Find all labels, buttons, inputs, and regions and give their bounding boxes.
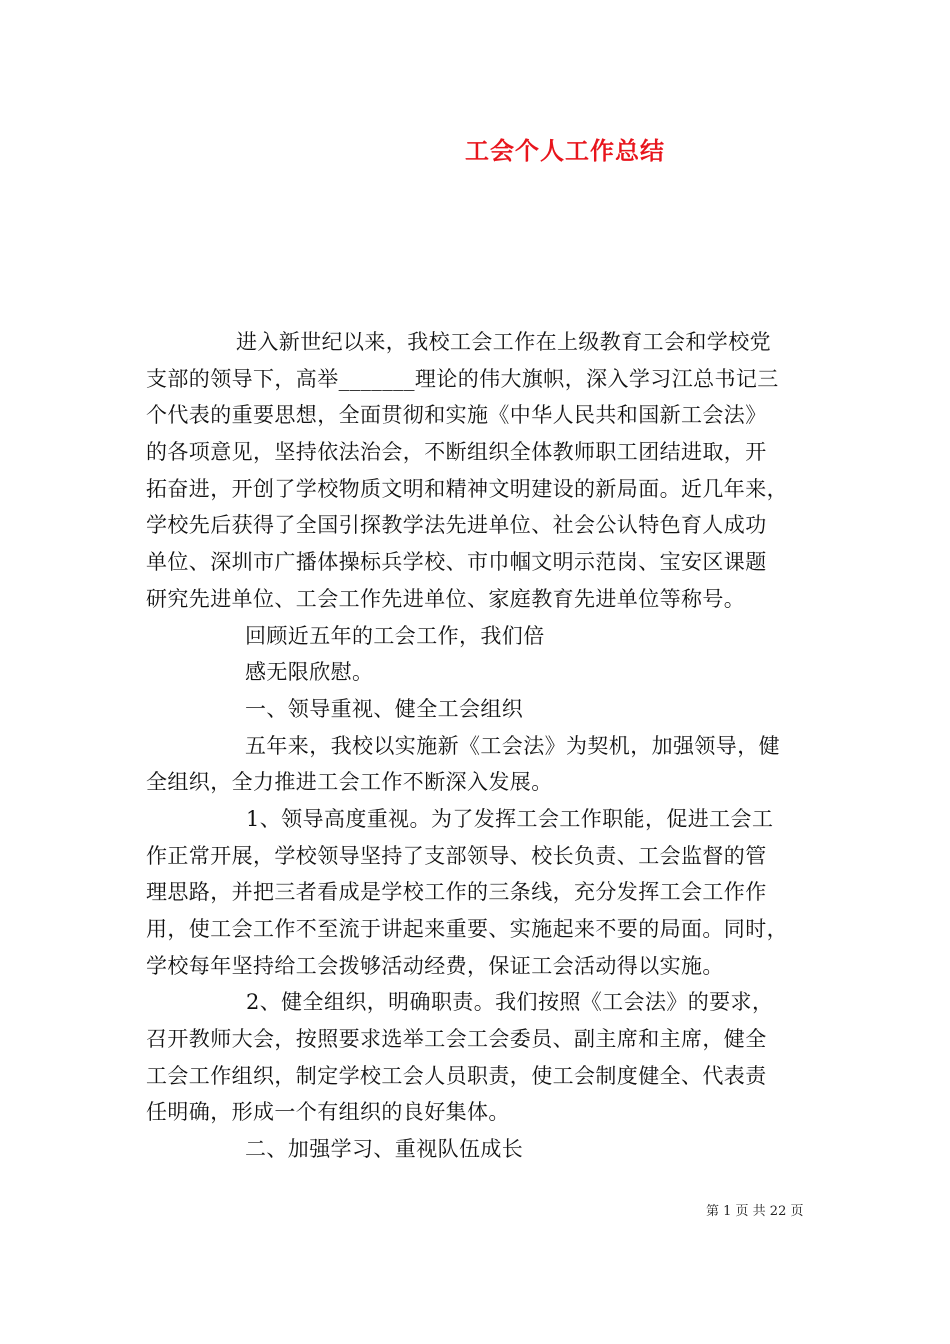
paragraph-line: 拓奋进，开创了学校物质文明和精神文明建设的新局面。近几年来， bbox=[146, 476, 788, 501]
paragraph-line: 研究先进单位、工会工作先进单位、家庭教育先进单位等称号。 bbox=[146, 586, 746, 611]
paragraph-line: 用，使工会工作不至流于讲起来重要、实施起来不要的局面。同时， bbox=[146, 917, 788, 941]
paragraph-line: 感无限欣慰。 bbox=[245, 660, 374, 685]
paragraph-line: 学校先后获得了全国引探教学法先进单位、社会公认特色育人成功 bbox=[146, 513, 767, 538]
paragraph-line: 学校每年坚持给工会拨够活动经费，保证工会活动得以实施。 bbox=[146, 953, 724, 978]
document-title: 工会个人工作总结 bbox=[465, 137, 665, 165]
paragraph-line: 支部的领导下，高举_______理论的伟大旗帜，深入学习江总书记三 bbox=[146, 366, 779, 391]
paragraph-line: 个代表的重要思想，全面贯彻和实施《中华人民共和国新工会法》 bbox=[146, 403, 767, 428]
page-number-footer: 第 1 页 共 22 页 bbox=[706, 1204, 804, 1219]
paragraph-line: 的各项意见，坚持依法治会，不断组织全体教师职工团结进取，开 bbox=[146, 440, 767, 465]
paragraph-line: 1、领导高度重视。为了发挥工会工作职能，促进工会工 bbox=[246, 806, 774, 831]
paragraph-line: 作正常开展，学校领导坚持了支部领导、校长负责、工会监督的管 bbox=[146, 843, 767, 868]
paragraph-line: 全组织，全力推进工会工作不断深入发展。 bbox=[146, 770, 553, 795]
paragraph-line: 单位、深圳市广播体操标兵学校、市巾帼文明示范岗、宝安区课题 bbox=[146, 550, 767, 575]
paragraph-line: 回顾近五年的工会工作，我们倍 bbox=[245, 623, 545, 648]
paragraph-line: 进入新世纪以来，我校工会工作在上级教育工会和学校党 bbox=[236, 330, 771, 354]
section-heading: 一、领导重视、健全工会组织 bbox=[245, 696, 524, 721]
paragraph-line: 理思路，并把三者看成是学校工作的三条线，充分发挥工会工作作 bbox=[146, 880, 767, 905]
section-heading: 二、加强学习、重视队伍成长 bbox=[245, 1137, 524, 1162]
paragraph-line: 2、健全组织，明确职责。我们按照《工会法》的要求， bbox=[246, 990, 774, 1015]
paragraph-line: 任明确，形成一个有组织的良好集体。 bbox=[146, 1100, 510, 1125]
document-body bbox=[146, 324, 810, 1168]
paragraph-line: 五年来，我校以实施新《工会法》为契机，加强领导，健 bbox=[245, 733, 780, 758]
paragraph-line: 召开教师大会，按照要求选举工会工会委员、副主席和主席，健全 bbox=[146, 1027, 767, 1052]
paragraph-line: 工会工作组织，制定学校工会人员职责，使工会制度健全、代表责 bbox=[146, 1063, 767, 1088]
